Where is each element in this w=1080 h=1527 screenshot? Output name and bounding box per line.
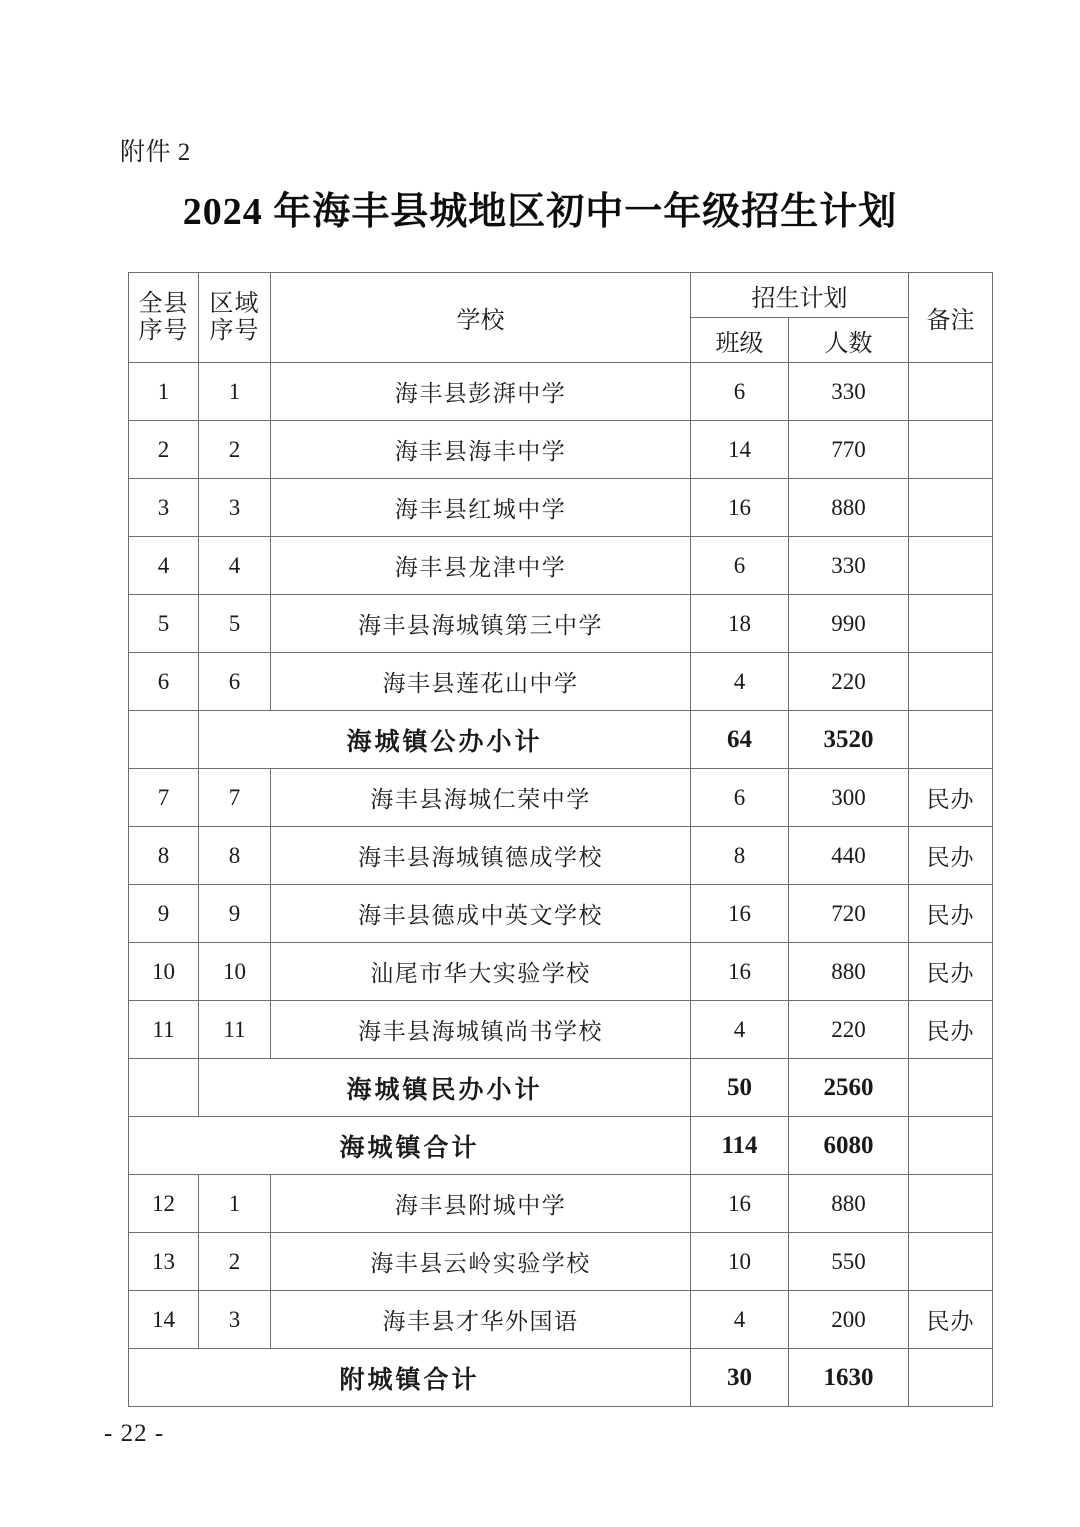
row-classes: 4: [691, 1291, 789, 1349]
row-region-seq: 7: [199, 769, 271, 827]
table-row: [129, 479, 993, 537]
enrollment-plan-table: [128, 272, 993, 1407]
row-region-seq: 4: [199, 537, 271, 595]
row-students: 720: [789, 885, 909, 943]
row-region-seq: 11: [199, 1001, 271, 1059]
row-school-name: 海丰县云岭实验学校: [271, 1233, 691, 1291]
row-classes: 4: [691, 653, 789, 711]
row-students: 220: [789, 653, 909, 711]
table-row: [129, 595, 993, 653]
page-number: - 22 -: [104, 1420, 165, 1447]
table-row: [129, 1233, 993, 1291]
row-students: 6080: [789, 1117, 909, 1175]
row-school-name: 海丰县海丰中学: [271, 421, 691, 479]
row-classes: 6: [691, 537, 789, 595]
row-region-seq: 6: [199, 653, 271, 711]
row-remarks: 民办: [909, 769, 993, 827]
row-remarks: 民办: [909, 827, 993, 885]
row-school-name: 海丰县海城镇尚书学校: [271, 1001, 691, 1059]
header-school: 学校: [271, 273, 691, 363]
row-classes: 10: [691, 1233, 789, 1291]
row-subtotal-label: 附城镇合计: [129, 1349, 691, 1407]
row-county-seq: 12: [129, 1175, 199, 1233]
row-students: 880: [789, 479, 909, 537]
row-region-seq: 9: [199, 885, 271, 943]
table-row: [129, 1059, 993, 1117]
row-students: 330: [789, 363, 909, 421]
row-county-seq: 3: [129, 479, 199, 537]
row-region-seq: 5: [199, 595, 271, 653]
row-county-seq: 1: [129, 363, 199, 421]
row-students: 990: [789, 595, 909, 653]
page-title: 2024 年海丰县城地区初中一年级招生计划: [182, 191, 898, 233]
table-header: [129, 273, 993, 363]
row-school-name: 海丰县海城仁荣中学: [271, 769, 691, 827]
header-region-seq: [199, 273, 271, 363]
row-students: 2560: [789, 1059, 909, 1117]
row-county-seq: 8: [129, 827, 199, 885]
header-county-seq-line1: 全县: [138, 290, 189, 317]
table-row: [129, 653, 993, 711]
row-remarks: [909, 1117, 993, 1175]
table-row: [129, 769, 993, 827]
header-county-seq-line2: 序号: [138, 317, 189, 344]
table-row: [129, 1349, 993, 1407]
row-school-name: 海丰县莲花山中学: [271, 653, 691, 711]
row-classes: 6: [691, 769, 789, 827]
row-remarks: 民办: [909, 885, 993, 943]
row-classes: 30: [691, 1349, 789, 1407]
row-classes: 16: [691, 943, 789, 1001]
row-students: 220: [789, 1001, 909, 1059]
row-classes: 64: [691, 711, 789, 769]
row-classes: 14: [691, 421, 789, 479]
table-row: [129, 363, 993, 421]
row-classes: 16: [691, 885, 789, 943]
row-school-name: 海丰县才华外国语: [271, 1291, 691, 1349]
row-county-seq: [129, 1059, 199, 1117]
row-remarks: 民办: [909, 1291, 993, 1349]
row-county-seq: 9: [129, 885, 199, 943]
row-county-seq: [129, 711, 199, 769]
row-remarks: [909, 1175, 993, 1233]
header-region-seq-line2: 序号: [209, 317, 260, 344]
row-county-seq: 7: [129, 769, 199, 827]
header-classes: 班级: [691, 318, 789, 363]
row-remarks: [909, 595, 993, 653]
row-county-seq: 4: [129, 537, 199, 595]
row-remarks: [909, 1059, 993, 1117]
row-county-seq: 10: [129, 943, 199, 1001]
row-region-seq: 8: [199, 827, 271, 885]
row-school-name: 海丰县附城中学: [271, 1175, 691, 1233]
row-remarks: 民办: [909, 1001, 993, 1059]
row-county-seq: 13: [129, 1233, 199, 1291]
header-region-seq-line1: 区域: [209, 290, 260, 317]
row-classes: 16: [691, 1175, 789, 1233]
table-row: [129, 1001, 993, 1059]
table-row: [129, 943, 993, 1001]
row-county-seq: 11: [129, 1001, 199, 1059]
row-county-seq: 14: [129, 1291, 199, 1349]
table-row: [129, 827, 993, 885]
table-row: [129, 885, 993, 943]
row-remarks: 民办: [909, 943, 993, 1001]
row-region-seq: 3: [199, 1291, 271, 1349]
header-enrollment-plan-group: 招生计划: [691, 273, 909, 318]
row-county-seq: 2: [129, 421, 199, 479]
table-body: [129, 363, 993, 1407]
row-classes: 18: [691, 595, 789, 653]
row-remarks: [909, 1233, 993, 1291]
row-school-name: 汕尾市华大实验学校: [271, 943, 691, 1001]
row-subtotal-label: 海城镇民办小计: [199, 1059, 691, 1117]
table-row: [129, 1117, 993, 1175]
row-students: 3520: [789, 711, 909, 769]
row-classes: 4: [691, 1001, 789, 1059]
row-remarks: [909, 711, 993, 769]
row-remarks: [909, 479, 993, 537]
row-region-seq: 2: [199, 1233, 271, 1291]
row-region-seq: 3: [199, 479, 271, 537]
row-students: 880: [789, 943, 909, 1001]
row-remarks: [909, 537, 993, 595]
row-subtotal-label: 海城镇公办小计: [199, 711, 691, 769]
row-remarks: [909, 1349, 993, 1407]
row-students: 200: [789, 1291, 909, 1349]
enrollment-table-container: [128, 272, 992, 1407]
table-row: [129, 1291, 993, 1349]
table-row: [129, 537, 993, 595]
row-county-seq: 6: [129, 653, 199, 711]
row-county-seq: 5: [129, 595, 199, 653]
row-classes: 6: [691, 363, 789, 421]
row-region-seq: 1: [199, 1175, 271, 1233]
row-region-seq: 1: [199, 363, 271, 421]
row-students: 1630: [789, 1349, 909, 1407]
row-students: 550: [789, 1233, 909, 1291]
row-students: 330: [789, 537, 909, 595]
row-students: 440: [789, 827, 909, 885]
header-students: 人数: [789, 318, 909, 363]
row-subtotal-label: 海城镇合计: [129, 1117, 691, 1175]
row-region-seq: 10: [199, 943, 271, 1001]
row-remarks: [909, 421, 993, 479]
table-row: [129, 1175, 993, 1233]
attachment-label: 附件 2: [120, 139, 191, 166]
table-header-row-1: [129, 273, 993, 318]
header-county-seq: [129, 273, 199, 363]
row-school-name: 海丰县彭湃中学: [271, 363, 691, 421]
row-classes: 50: [691, 1059, 789, 1117]
row-remarks: [909, 363, 993, 421]
table-row: [129, 711, 993, 769]
row-classes: 16: [691, 479, 789, 537]
row-school-name: 海丰县德成中英文学校: [271, 885, 691, 943]
header-remarks: 备注: [909, 273, 993, 363]
row-remarks: [909, 653, 993, 711]
row-school-name: 海丰县海城镇第三中学: [271, 595, 691, 653]
row-region-seq: 2: [199, 421, 271, 479]
row-school-name: 海丰县海城镇德成学校: [271, 827, 691, 885]
row-students: 880: [789, 1175, 909, 1233]
row-school-name: 海丰县红城中学: [271, 479, 691, 537]
row-classes: 8: [691, 827, 789, 885]
row-students: 770: [789, 421, 909, 479]
table-row: [129, 421, 993, 479]
row-students: 300: [789, 769, 909, 827]
row-school-name: 海丰县龙津中学: [271, 537, 691, 595]
row-classes: 114: [691, 1117, 789, 1175]
